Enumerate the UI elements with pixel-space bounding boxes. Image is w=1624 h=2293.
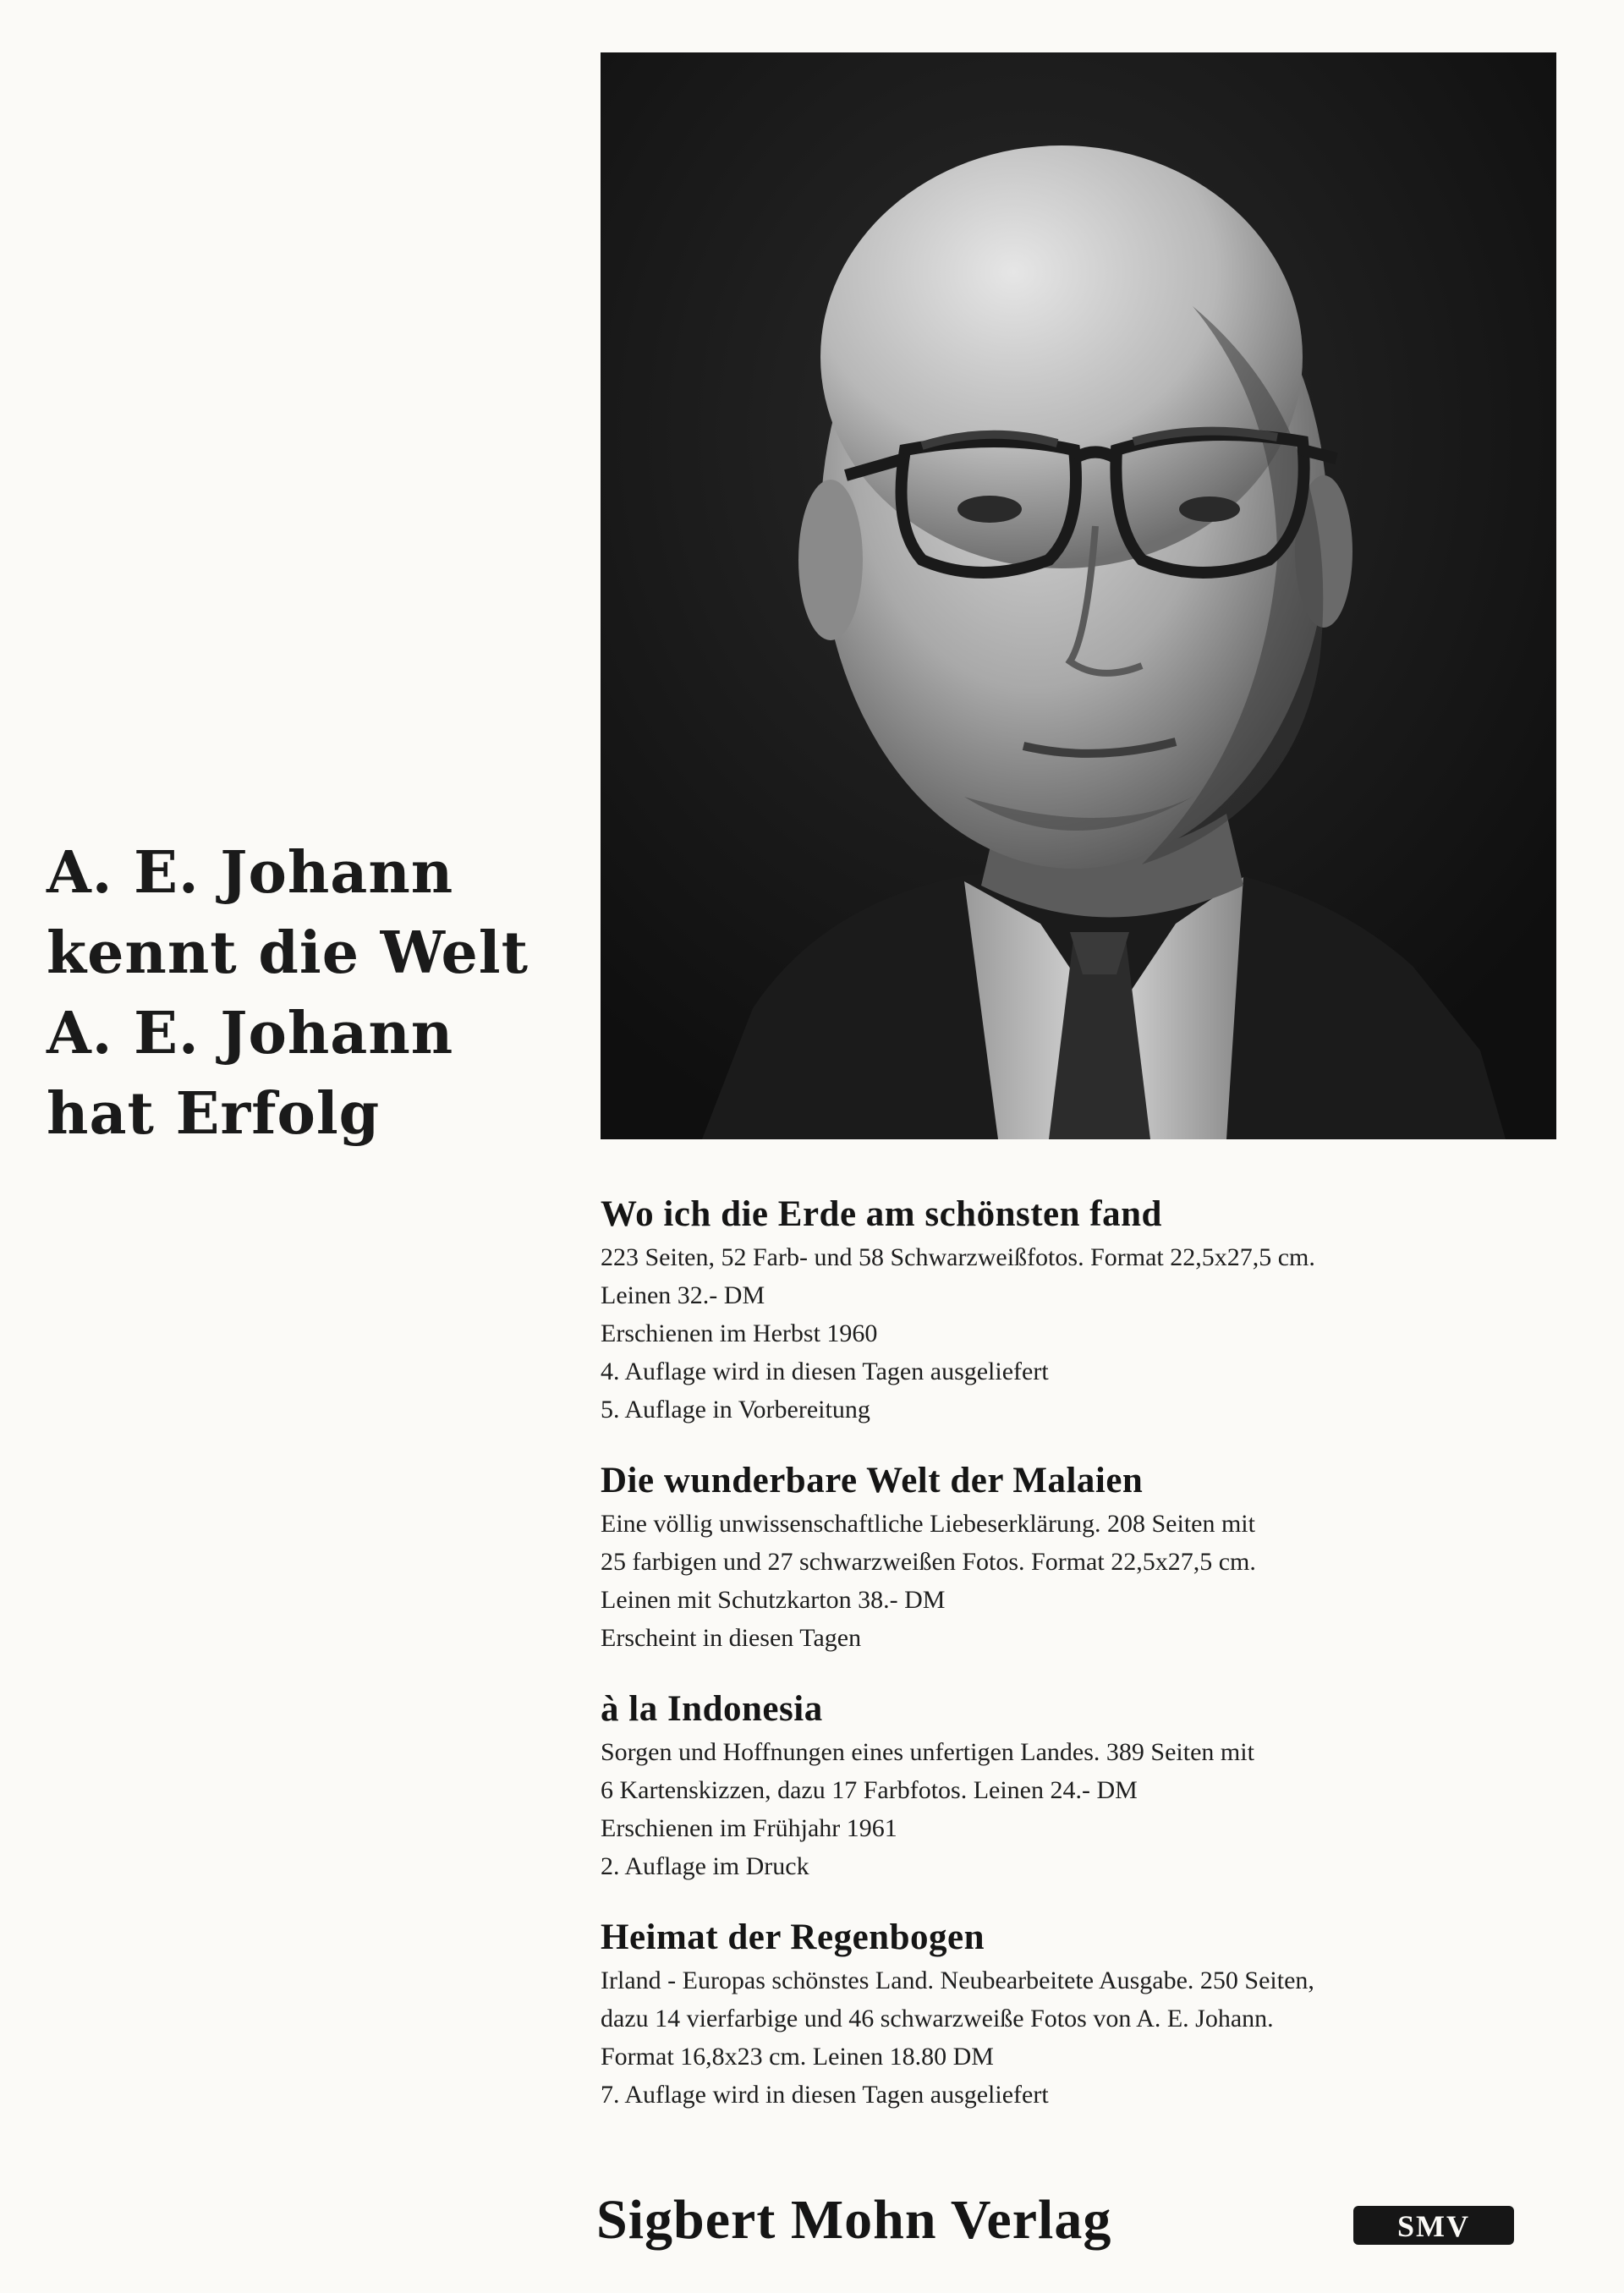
book-detail: Eine völlig unwissenschaftliche Liebeserklärung. 208 Seiten mit: [601, 1510, 1255, 1538]
book-detail: Irland - Europas schönstes Land. Neubearbeitete Ausgabe. 250 Seiten,: [601, 1967, 1314, 1994]
book-detail: 25 farbigen und 27 schwarzweißen Fotos. Format 22,5x27,5 cm.: [601, 1548, 1256, 1576]
book-detail: 4. Auflage wird in diesen Tagen ausgeliefert: [601, 1358, 1049, 1385]
book-entry: [601, 1914, 1556, 2114]
book-detail: 6 Kartenskizzen, dazu 17 Farbfotos. Leinen 24.- DM: [601, 1776, 1138, 1804]
book-detail: Erscheint in diesen Tagen: [601, 1624, 862, 1652]
book-title: Die wunderbare Welt der Malaien: [601, 1461, 1144, 1500]
book-entry: [601, 1191, 1556, 1429]
book-detail: 2. Auflage im Druck: [601, 1852, 809, 1880]
author-portrait-photo: [601, 52, 1556, 1139]
book-detail: Sorgen und Hoffnungen eines unfertigen Landes. 389 Seiten mit: [601, 1738, 1254, 1766]
book-detail: Leinen 32.- DM: [601, 1281, 765, 1309]
headline-line: A. E. Johann: [47, 1000, 454, 1067]
book-detail: 223 Seiten, 52 Farb- und 58 Schwarzweißfotos. Format 22,5x27,5 cm.: [601, 1243, 1315, 1271]
publisher-logo-icon: [1353, 2199, 1522, 2250]
publisher-logo-text: SMV: [1397, 2209, 1470, 2243]
book-detail: Erschienen im Frühjahr 1961: [601, 1814, 897, 1842]
book-detail: Leinen mit Schutzkarton 38.- DM: [601, 1586, 946, 1614]
book-detail: dazu 14 vierfarbige und 46 schwarzweiße Fotos von A. E. Johann.: [601, 2005, 1274, 2032]
author-portrait: [601, 52, 1556, 1139]
book-entry: [601, 1457, 1556, 1657]
book-list: [601, 1191, 1556, 2142]
book-entry: [601, 1686, 1556, 1885]
book-detail: 5. Auflage in Vorbereitung: [601, 1396, 870, 1424]
book-detail: Format 16,8x23 cm. Leinen 18.80 DM: [601, 2043, 994, 2071]
headline: [47, 833, 588, 1155]
headline-line: hat Erfolg: [47, 1080, 381, 1148]
book-title: Heimat der Regenbogen: [601, 1917, 985, 1957]
book-title: Wo ich die Erde am schönsten fand: [601, 1194, 1162, 1234]
book-detail: 7. Auflage wird in diesen Tagen ausgeliefert: [601, 2081, 1049, 2109]
book-detail: Erschienen im Herbst 1960: [601, 1319, 878, 1347]
publisher-name: Sigbert Mohn Verlag: [596, 2189, 1112, 2251]
headline-line: kennt die Welt: [47, 919, 529, 987]
book-title: à la Indonesia: [601, 1689, 823, 1729]
headline-line: A. E. Johann: [47, 839, 454, 907]
